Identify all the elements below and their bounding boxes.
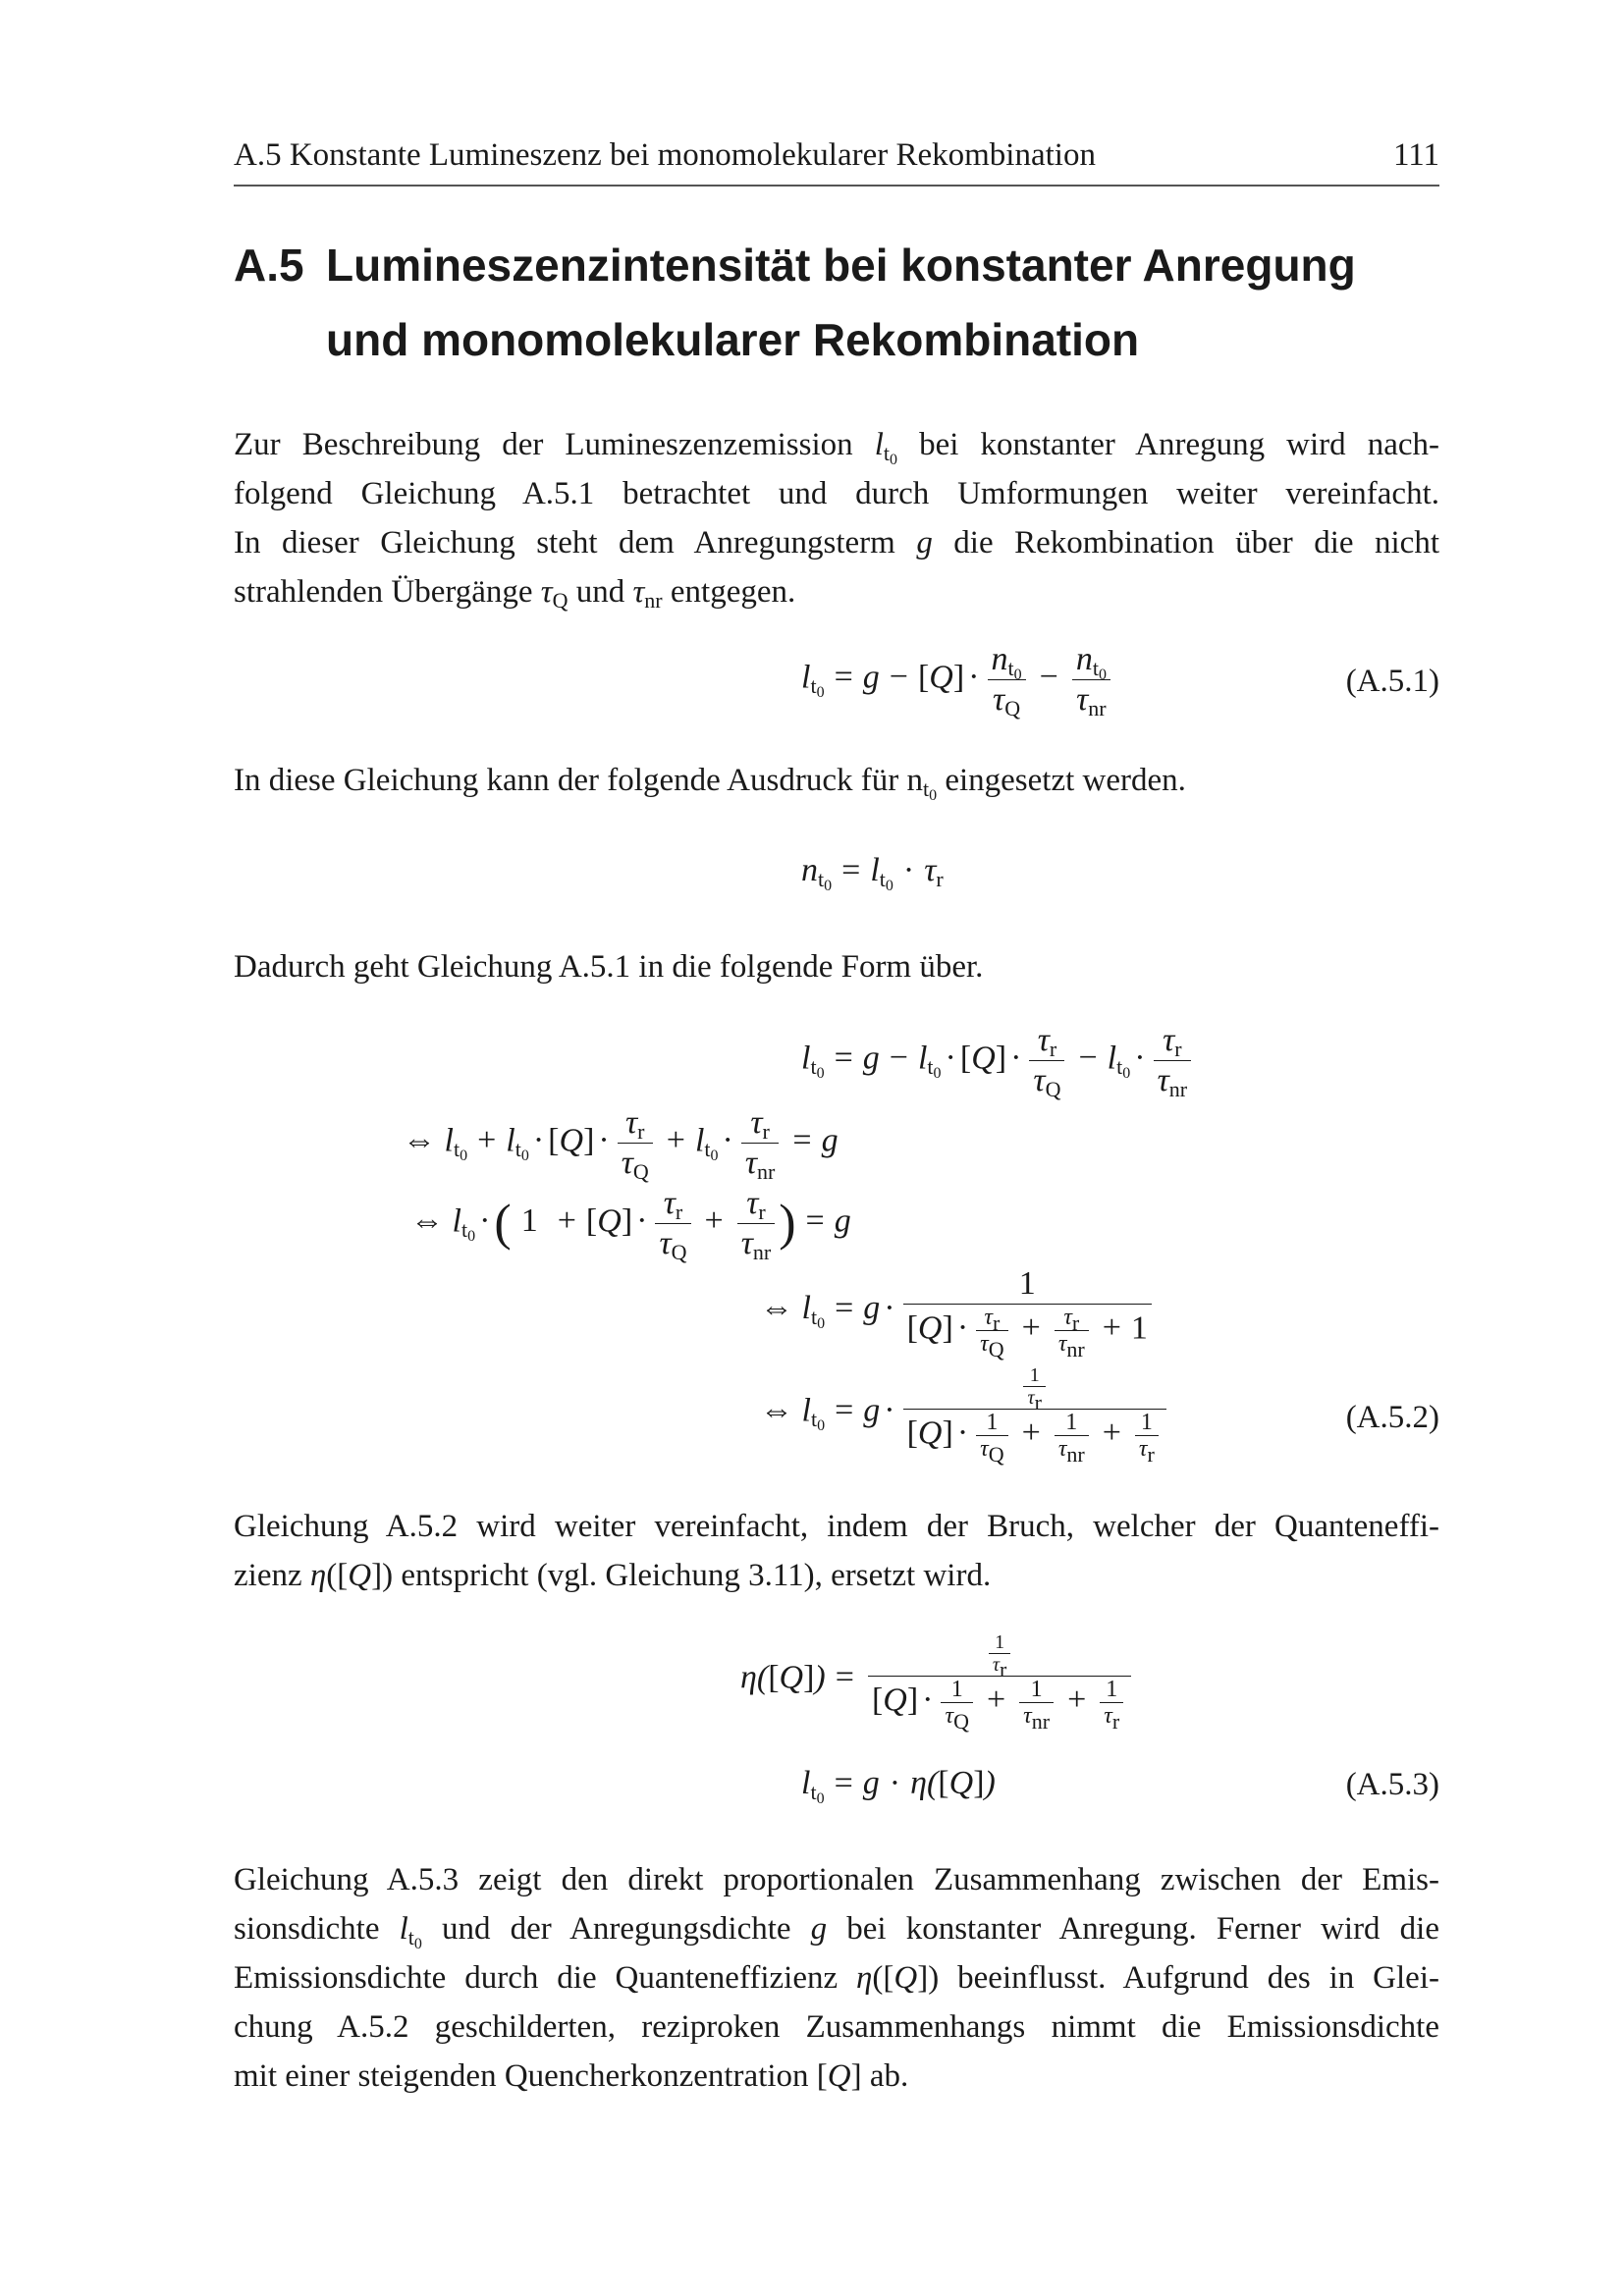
equation-eta-definition: η([Q]) = $\frac{1}{\tau_r}$ [Q] · $\frac{1}{\tau_Q}$ + $\frac{1}{\tau_{nr}}$ + $\frac{1}{\tau_r}$ xyxy=(740,1631,1135,1729)
paragraph-conclusion xyxy=(234,1855,1439,2101)
paragraph-line: Gleichung A.5.3 zeigt den direkt proportionalen Zusammenhang zwischen der Emis- xyxy=(234,1862,1439,1897)
paragraph-line: sionsdichte $l_{t_0}$ und der Anregungsdichte g bei konstanter Anregung. Ferner wird die xyxy=(234,1911,1439,1952)
section-title-line-1: Lumineszenzintensität bei konstanter Anregung xyxy=(326,240,1356,291)
paragraph-transition xyxy=(234,942,1439,991)
derivation-line-5: ⇔ $l_{t_0} = g$ · $\frac{1}{\tau_r}$ [Q] · $\frac{1}{\tau_Q}$ + $\frac{1}{\tau_{nr}}$ + $\frac{1}{\tau_r}$ xyxy=(760,1364,1170,1462)
section-number: A.5 xyxy=(234,240,304,291)
equation-a-5-1: $l_{t_0} = g - [Q]$ · $\frac{n_{t_0}}{\tau_Q}$ − $\frac{n_{t_0}}{\tau_{nr}}$ xyxy=(801,640,1114,720)
paragraph-line: Gleichung A.5.2 wird weiter vereinfacht, indem der Bruch, welcher der Quanteneffi- xyxy=(234,1509,1439,1544)
derivation-line-2: ⇔ $l_{t_0} + l_{t_0} \cdot [Q]$ · $\frac{\tau_r}{\tau_Q}$ + $l_{t_0}$ · $\frac{\tau_r}{\tau_{nr}}$ = g xyxy=(403,1104,839,1184)
derivation-line-1: $l_{t_0} = g - l_{t_0} \cdot [Q]$ · $\frac{\tau_r}{\tau_Q}$ − $l_{t_0}$ · $\frac{\tau_r}{\tau_{nr}}$ xyxy=(801,1021,1195,1100)
paragraph-substitution xyxy=(234,756,1439,805)
paragraph-line: folgend Gleichung A.5.1 betrachtet und durch Umformungen weiter vereinfacht. xyxy=(234,476,1439,511)
running-header xyxy=(234,135,1439,187)
paragraph-line: mit einer steigenden Quencherkonzentration [Q] ab. xyxy=(234,2058,909,2094)
paragraph-line: Zur Beschreibung der Lumineszenzemission $l_{t_0}$ bei konstanter Anregung wird nach- xyxy=(234,427,1439,468)
paragraph-line: In dieser Gleichung steht dem Anregungsterm g die Rekombination über die nicht xyxy=(234,525,1439,561)
derivation-line-3: ⇔ $l_{t_0}$ ·( 1 + [Q] · $\frac{\tau_r}{\tau_Q}$ + $\frac{\tau_r}{\tau_{nr}}$ ) = g xyxy=(410,1185,851,1264)
equation-number-a-5-3: (A.5.3) xyxy=(1345,1767,1439,1802)
running-header-title: A.5 Konstante Lumineszenz bei monomolekularer Rekombination xyxy=(234,137,1096,173)
paragraph-line: zienz η([Q]) entspricht (vgl. Gleichung 3.11), ersetzt wird. xyxy=(234,1558,992,1593)
paragraph-line: Emissionsdichte durch die Quanteneffizienz η([Q]) beeinflusst. Aufgrund des in Glei- xyxy=(234,1960,1439,1996)
paragraph-quantum-efficiency xyxy=(234,1502,1439,1600)
page-number: 111 xyxy=(1392,137,1439,173)
paragraph-line: Dadurch geht Gleichung A.5.1 in die folgende Form über. xyxy=(234,949,984,985)
paragraph-line: strahlenden Übergänge $\tau_Q$ und $\tau_{nr}$ entgegen. xyxy=(234,574,796,613)
equation-n-t0: $n_{t_0} = l_{t_0} \cdot \tau_r$ xyxy=(801,852,944,894)
paragraph-line: chung A.5.2 geschilderten, reziproken Zusammenhangs nimmt die Emissionsdichte xyxy=(234,2009,1439,2045)
derivation-line-4: ⇔ $l_{t_0} = g$ · 1 [Q] · $\frac{\tau_r}{\tau_Q}$ + $\frac{\tau_r}{\tau_{nr}}$ + 1 xyxy=(760,1264,1156,1357)
paragraph-line: In diese Gleichung kann der folgende Ausdruck für $n_{t_0}$ eingesetzt werden. xyxy=(234,763,1186,804)
section-title-line-2: und monomolekularer Rekombination xyxy=(326,314,1140,365)
section-title xyxy=(326,228,1439,377)
equation-number-a-5-2: (A.5.2) xyxy=(1345,1400,1439,1435)
equation-a-5-3: $l_{t_0} = g \cdot \eta([Q])$ xyxy=(801,1765,996,1807)
equation-number-a-5-1: (A.5.1) xyxy=(1345,664,1439,699)
paragraph-intro xyxy=(234,420,1439,616)
